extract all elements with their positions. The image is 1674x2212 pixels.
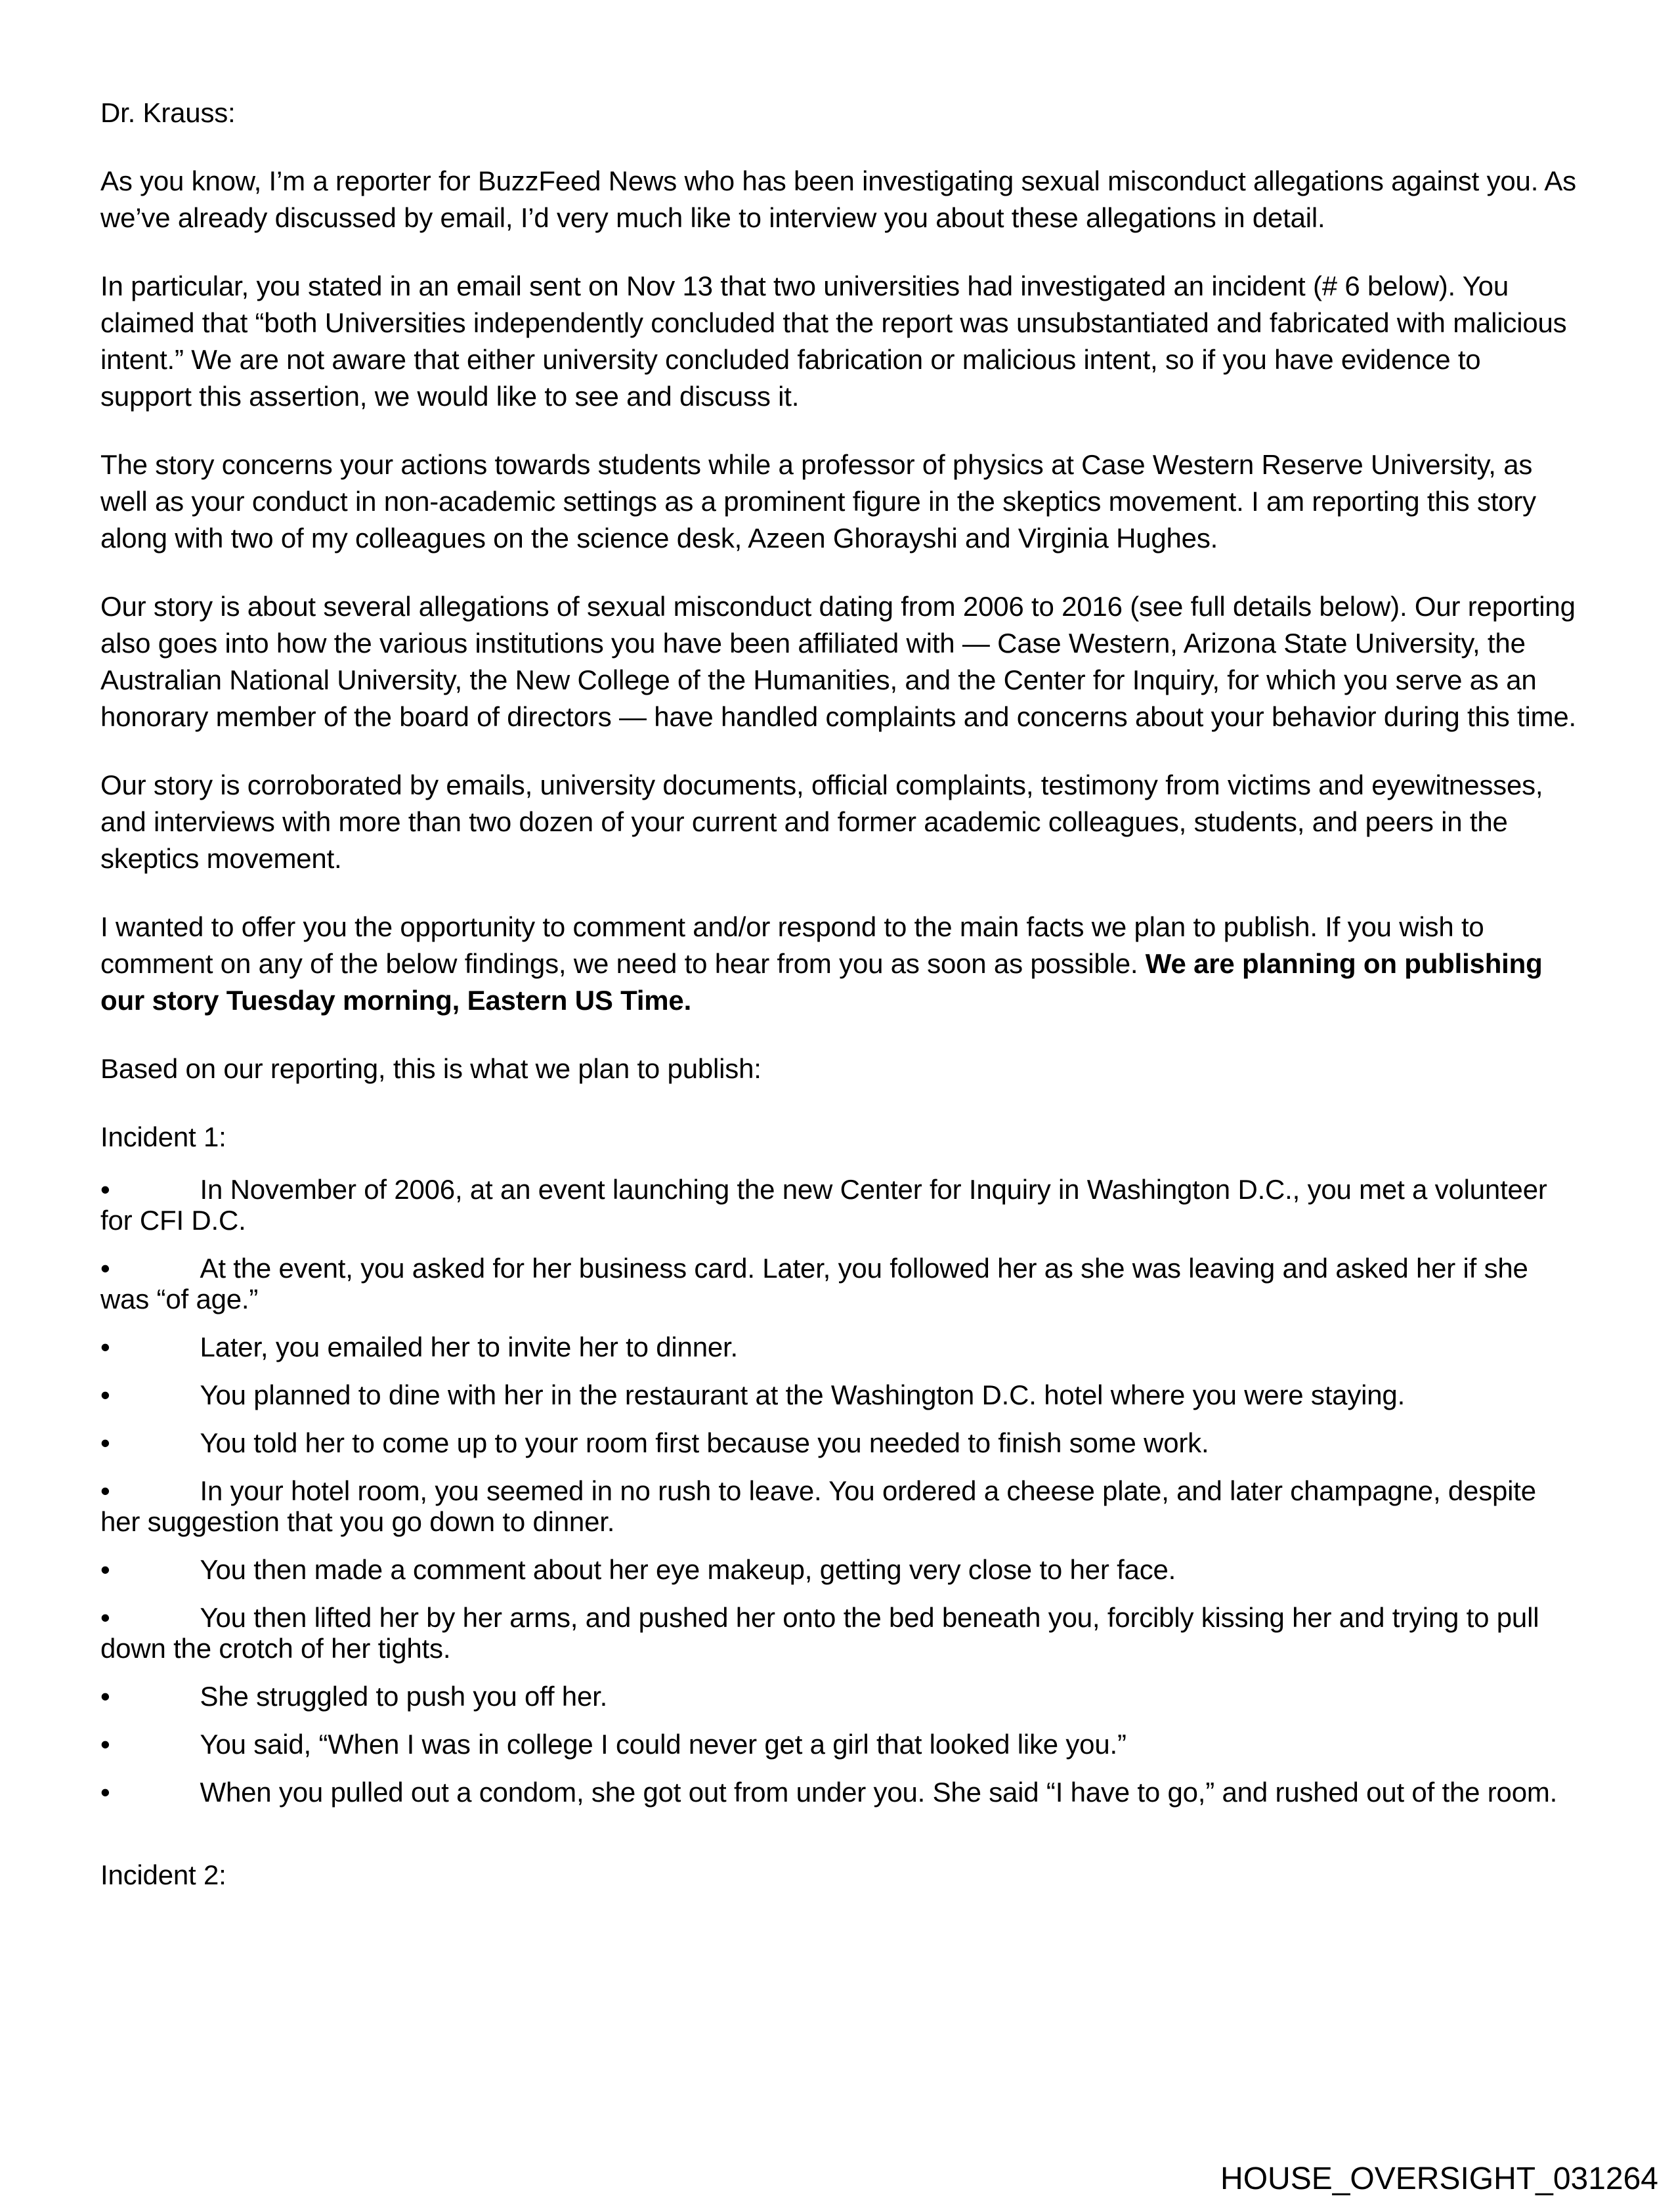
letter-body: [100, 95, 1579, 1894]
bullet-item: [100, 1475, 1579, 1537]
bullet-item: [100, 1777, 1579, 1808]
bullet-text: You then lifted her by her arms, and pushed her onto the bed beneath you, forcibly kissing her and trying to pull down the crotch of her tights.: [100, 1602, 1539, 1664]
paragraph-comment-offer: [100, 909, 1579, 1019]
bullet-item: [100, 1332, 1579, 1362]
publish-deadline-text: We are planning on publishing our story Tuesday morning, Eastern US Time.: [100, 948, 1543, 1016]
bullet-text: You said, “When I was in college I could never get a girl that looked like you.”: [200, 1729, 1127, 1760]
bullet-text: You told her to come up to your room first because you needed to finish some work.: [200, 1427, 1209, 1458]
bullet-icon: •: [100, 1475, 110, 1506]
incident-1-heading: Incident 1:: [100, 1121, 226, 1152]
bullet-item: [100, 1602, 1579, 1664]
bullet-icon: •: [100, 1174, 110, 1205]
paragraph-allegations-range: Our story is about several allegations of sexual misconduct dating from 2006 to 2016 (see full details below). Our reporting also goes into how the various institutions you have been affiliated with — Case Western, Arizona State University, the Australian National University, the New College of the Humanities, and the Center for Inquiry, for which you serve as an honorary member of the board of directors — have handled complaints and concerns about your behavior during this time.: [100, 591, 1576, 732]
bullet-icon: •: [100, 1777, 110, 1808]
salutation: Dr. Krauss:: [100, 97, 236, 128]
incident-2-heading: Incident 2:: [100, 1859, 226, 1890]
bullet-item: [100, 1253, 1579, 1314]
bullet-icon: •: [100, 1602, 110, 1633]
paragraph-plan-intro: Based on our reporting, this is what we plan to publish:: [100, 1053, 762, 1084]
bullet-text: When you pulled out a condom, she got out from under you. She said “I have to go,” and rushed out of the room.: [200, 1777, 1558, 1808]
bullet-item: [100, 1379, 1579, 1410]
bullet-text: You planned to dine with her in the restaurant at the Washington D.C. hotel where you were staying.: [200, 1379, 1406, 1410]
bullet-text: In your hotel room, you seemed in no rush to leave. You ordered a cheese plate, and later champagne, despite her suggestion that you go down to dinner.: [100, 1475, 1536, 1537]
bullet-icon: •: [100, 1681, 110, 1712]
paragraph-corroboration: Our story is corroborated by emails, university documents, official complaints, testimony from victims and eyewitnesses, and interviews with more than two dozen of your current and former academic colleagues, students, and peers in the skeptics movement.: [100, 770, 1543, 874]
bullet-item: [100, 1729, 1579, 1760]
bullet-item: [100, 1427, 1579, 1458]
bullet-text: She struggled to push you off her.: [200, 1681, 608, 1712]
comment-offer-text: I wanted to offer you the opportunity to comment and/or respond to the main facts we plan to publish. If you wish to comment on any of the below findings, we need to hear from you as soon as possible.: [100, 911, 1484, 979]
paragraph-intro: As you know, I’m a reporter for BuzzFeed News who has been investigating sexual misconduct allegations against you. As we’ve already discussed by email, I’d very much like to interview you about these allegations in detail.: [100, 165, 1576, 233]
paragraph-email-claim: In particular, you stated in an email sent on Nov 13 that two universities had investigated an incident (# 6 below). You claimed that “both Universities independently concluded that the report was unsubstantiated and fabricated with malicious intent.” We are not aware that either university concluded fabrication or malicious intent, so if you have evidence to support this assertion, we would like to see and discuss it.: [100, 271, 1567, 412]
bullet-item: [100, 1174, 1579, 1236]
bullet-icon: •: [100, 1253, 110, 1284]
bullet-item: [100, 1681, 1579, 1712]
bullet-text: Later, you emailed her to invite her to dinner.: [200, 1332, 738, 1362]
bullet-icon: •: [100, 1427, 110, 1458]
bates-number: HOUSE_OVERSIGHT_031264: [1220, 2161, 1658, 2196]
paragraph-story-scope: The story concerns your actions towards students while a professor of physics at Case Western Reserve University, as well as your conduct in non-academic settings as a prominent figure in the skeptics movement. I am reporting this story along with two of my colleagues on the science desk, Azeen Ghorayshi and Virginia Hughes.: [100, 449, 1536, 553]
bullet-icon: •: [100, 1554, 110, 1585]
bullet-icon: •: [100, 1729, 110, 1760]
bullet-icon: •: [100, 1332, 110, 1362]
bullet-text: In November of 2006, at an event launching the new Center for Inquiry in Washington D.C., you met a volunteer for CFI D.C.: [100, 1174, 1547, 1236]
bullet-icon: •: [100, 1379, 110, 1410]
bullet-text: You then made a comment about her eye makeup, getting very close to her face.: [200, 1554, 1176, 1585]
bullet-text: At the event, you asked for her business card. Later, you followed her as she was leaving and asked her if she was “of age.”: [100, 1253, 1528, 1314]
bullet-item: [100, 1554, 1579, 1585]
